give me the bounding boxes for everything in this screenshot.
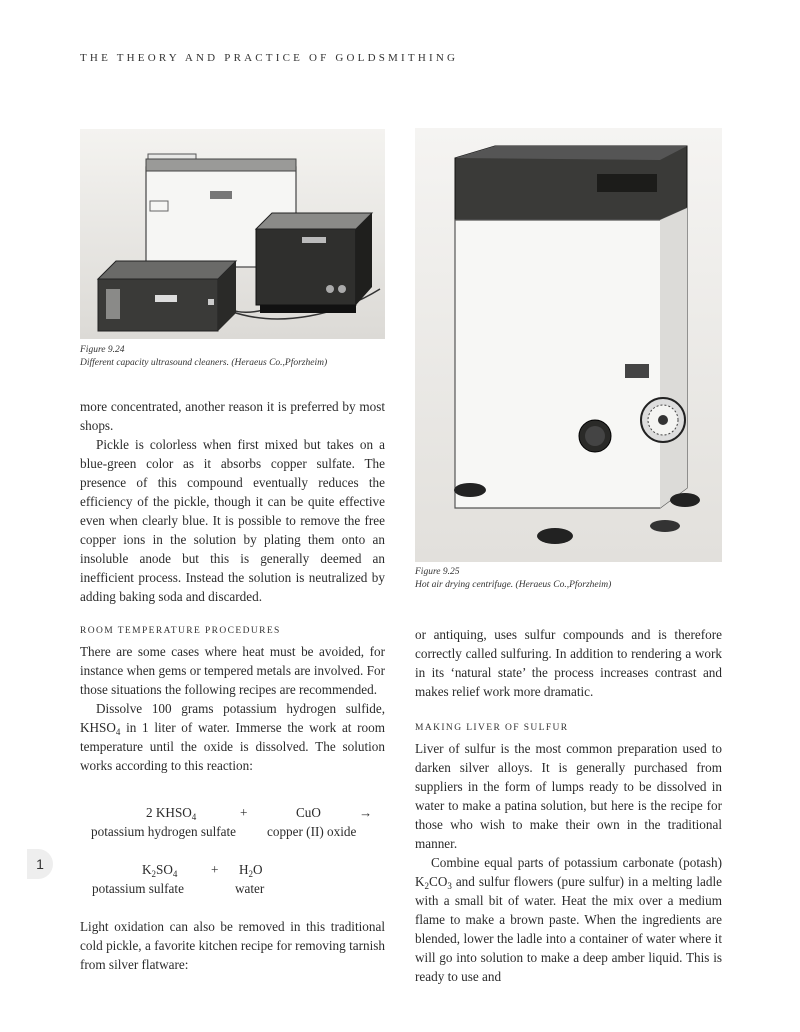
subscript: 2 (424, 881, 430, 891)
paragraph: or antiquing, uses sulfur compounds and is therefore correctly called sulfuring. In addition to rendering a work in its ‘natural state’ the process increases contrast and makes relief work more dramatic. (415, 627, 722, 699)
figure-number: Figure 9.24 (80, 345, 125, 355)
running-head: THE THEORY AND PRACTICE OF GOLDSMITHING (80, 52, 459, 64)
plus-sign: + (240, 805, 248, 820)
product-h2o: $H_2O$ (239, 862, 263, 879)
reactant-name: potassium hydrogen sulfate (91, 824, 237, 839)
section-heading: MAKING LIVER OF SULFUR (415, 723, 569, 733)
page-number-tab[interactable]: 1 (27, 849, 53, 879)
text-run: and sulfur flowers (pure sulfur) in a melting ladle with a small bit of water. Heat the mix over a medium flame to make a brown paste. When the ingredients are blended, lower the ladle into a container of water where it will go into solution to make a deep amber liquid. This is ready to use and (415, 874, 722, 984)
paragraph (80, 699, 385, 775)
paragraph (415, 853, 722, 986)
figure-9-24-caption (80, 344, 327, 370)
paragraph: more concentrated, another reason it is preferred by most shops. (80, 399, 385, 433)
text-run: Dissolve 100 grams potassium hydrogen sulfide, KHSO (80, 701, 385, 735)
reactant-khso4: 2 $KHSO_4$ (146, 805, 197, 822)
right-column (415, 625, 722, 986)
product-k2so4: $K_2SO_4$ (142, 862, 178, 879)
figure-9-25-photo (415, 128, 722, 562)
paragraph: Pickle is colorless when first mixed but takes on a blue-green color as it absorbs copper sulfate. The presence of this compound eventually reduces the efficiency of the pickle, though it can be quite effective even when clearly blue. It is possible to remove the free copper ions in the solution by plating them onto an insoluble anode but this is generally deemed an inefficient process. Instead the solution is neutralized by adding baking soda and discarded. (80, 437, 385, 604)
plus-sign: + (211, 862, 219, 877)
figure-number: Figure 9.25 (415, 567, 460, 577)
product-name: water (235, 881, 265, 896)
reactant-name: copper (II) oxide (267, 824, 357, 839)
left-column-final (80, 917, 385, 974)
text-run: in 1 liter of water. Immerse the work at room temperature until the oxide is dissolved. The solution works according to this reaction: (80, 720, 385, 773)
subscript: 3 (447, 881, 452, 891)
text-run: CO (429, 874, 448, 889)
paragraph: Liver of sulfur is the most common preparation used to darken silver alloys. It is generally purchased from suppliers in the form of lumps ready to be dissolved in water to make a patina solution, but here is the recipe for those who wish to make their own in the traditional manner. (415, 741, 722, 851)
drying-centrifuge-illustration (415, 128, 722, 562)
product-name: potassium sulfate (92, 881, 184, 896)
figure-caption-text: Hot air drying centrifuge. (Heraeus Co.,Pforzheim) (415, 580, 612, 590)
room-temperature-section (80, 622, 385, 775)
paragraph: Light oxidation can also be removed in this traditional cold pickle, a favorite kitchen recipe for removing tarnish from silver flatware: (80, 919, 385, 972)
figure-caption-text: Different capacity ultrasound cleaners. (Heraeus Co.,Pforzheim) (80, 358, 328, 368)
reaction-arrow: → (359, 805, 373, 820)
section-heading: ROOM TEMPERATURE PROCEDURES (80, 626, 281, 636)
paragraph: There are some cases where heat must be avoided, for instance when gems or tempered metals are involved. For those situations the following recipes are recommended. (80, 644, 385, 697)
figure-9-24-photo (80, 129, 385, 339)
reactant-cuo: CuO (296, 805, 321, 820)
left-column-upper (80, 397, 385, 606)
figure-9-25-caption (415, 566, 611, 592)
text-run: Combine equal parts of potassium carbonate (potash) K (415, 855, 722, 889)
ultrasound-cleaners-illustration (80, 129, 385, 339)
subscript: 4 (115, 727, 121, 737)
chemical-equation (80, 805, 390, 895)
